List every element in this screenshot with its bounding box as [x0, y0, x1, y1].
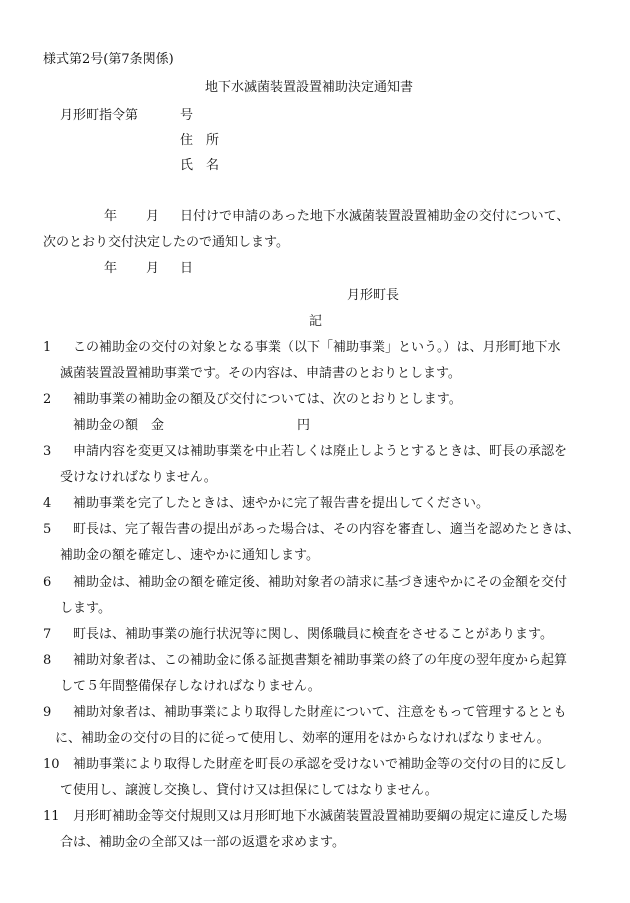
item-text: 月形町補助金等交付規則又は月形町地下水滅菌装置設置補助要綱の規定に違反した場	[73, 809, 568, 824]
item-text: 補助対象者は、この補助金に係る証拠書類を補助事業の終了の年度の翌年度から起算	[73, 653, 568, 668]
intro-text: 日付けで申請のあった地下水滅菌装置設置補助金の交付について、	[180, 209, 570, 224]
item-text: 滅菌装置設置補助事業です。その内容は、申請書のとおりとします。	[60, 366, 461, 381]
issue-month: 月	[146, 261, 160, 276]
issue-year: 年	[104, 261, 118, 276]
item-text: 補助金の額を確定し、速やかに通知します。	[60, 548, 319, 563]
item-text: して５年間整備保存しなければなりません。	[60, 679, 321, 694]
item-text: に、補助金の交付の目的に従って使用し、効率的運用をはからなければなりません。	[55, 731, 550, 746]
reference-number-suffix: 号	[180, 108, 194, 123]
item-text: 受けなければなりません。	[60, 470, 217, 485]
issue-day: 日	[180, 261, 194, 276]
item-number: 6	[43, 575, 52, 590]
address-label: 住 所	[180, 133, 220, 148]
item-number: 9	[43, 705, 52, 720]
issuer: 月形町長	[347, 288, 400, 303]
item-text: 合は、補助金の全部又は一部の返還を求めます。	[60, 835, 345, 850]
item-number: 7	[43, 627, 52, 642]
item-number: 1	[43, 340, 52, 355]
item-text: 補助事業を完了したときは、速やかに完了報告書を提出してください。	[73, 496, 490, 511]
amount-label: 補助金の額 金	[73, 418, 165, 433]
document-title: 地下水滅菌装置設置補助決定通知書	[205, 80, 414, 95]
ki-heading: 記	[309, 314, 323, 329]
item-text: 補助対象者は、補助事業により取得した財産について、注意をもって管理するととも	[73, 705, 567, 720]
intro-month: 月	[146, 209, 160, 224]
item-number: 5	[43, 522, 52, 537]
item-text: 補助事業により取得した財産を町長の承認を受けないで補助金等の交付の目的に反し	[73, 757, 568, 772]
name-label: 氏 名	[180, 158, 220, 173]
item-text: 申請内容を変更又は補助事業を中止若しくは廃止しようとするときは、町長の承認を	[73, 444, 568, 459]
item-text: て使用し、譲渡し交換し、貸付け又は担保にしてはなりません。	[60, 783, 438, 798]
intro-text-line2: 次のとおり交付決定したので通知します。	[43, 235, 289, 250]
intro-year: 年	[104, 209, 118, 224]
form-label: 様式第2号(第7条関係)	[43, 52, 174, 67]
item-text: 町長は、補助事業の施行状況等に関し、関係職員に検査をさせることがあります。	[73, 627, 553, 642]
item-text: 町長は、完了報告書の提出があった場合は、その内容を審査し、適当を認めたときは、	[73, 522, 580, 537]
reference-number-prefix: 月形町指令第	[60, 108, 139, 123]
item-number: 4	[43, 496, 52, 511]
item-number: 8	[43, 653, 52, 668]
item-number: 3	[43, 444, 52, 459]
item-number: 2	[43, 392, 52, 407]
item-number: 11	[43, 809, 60, 824]
item-number: 10	[43, 757, 60, 772]
item-text: 補助金は、補助金の額を確定後、補助対象者の請求に基づき速やかにその金額を交付	[73, 575, 568, 590]
yen-label: 円	[297, 418, 311, 433]
item-text: 補助事業の補助金の額及び交付については、次のとおりとします。	[73, 392, 462, 407]
item-text: この補助金の交付の対象となる事業（以下「補助事業」という。）は、月形町地下水	[73, 340, 561, 355]
item-text: します。	[60, 601, 111, 616]
